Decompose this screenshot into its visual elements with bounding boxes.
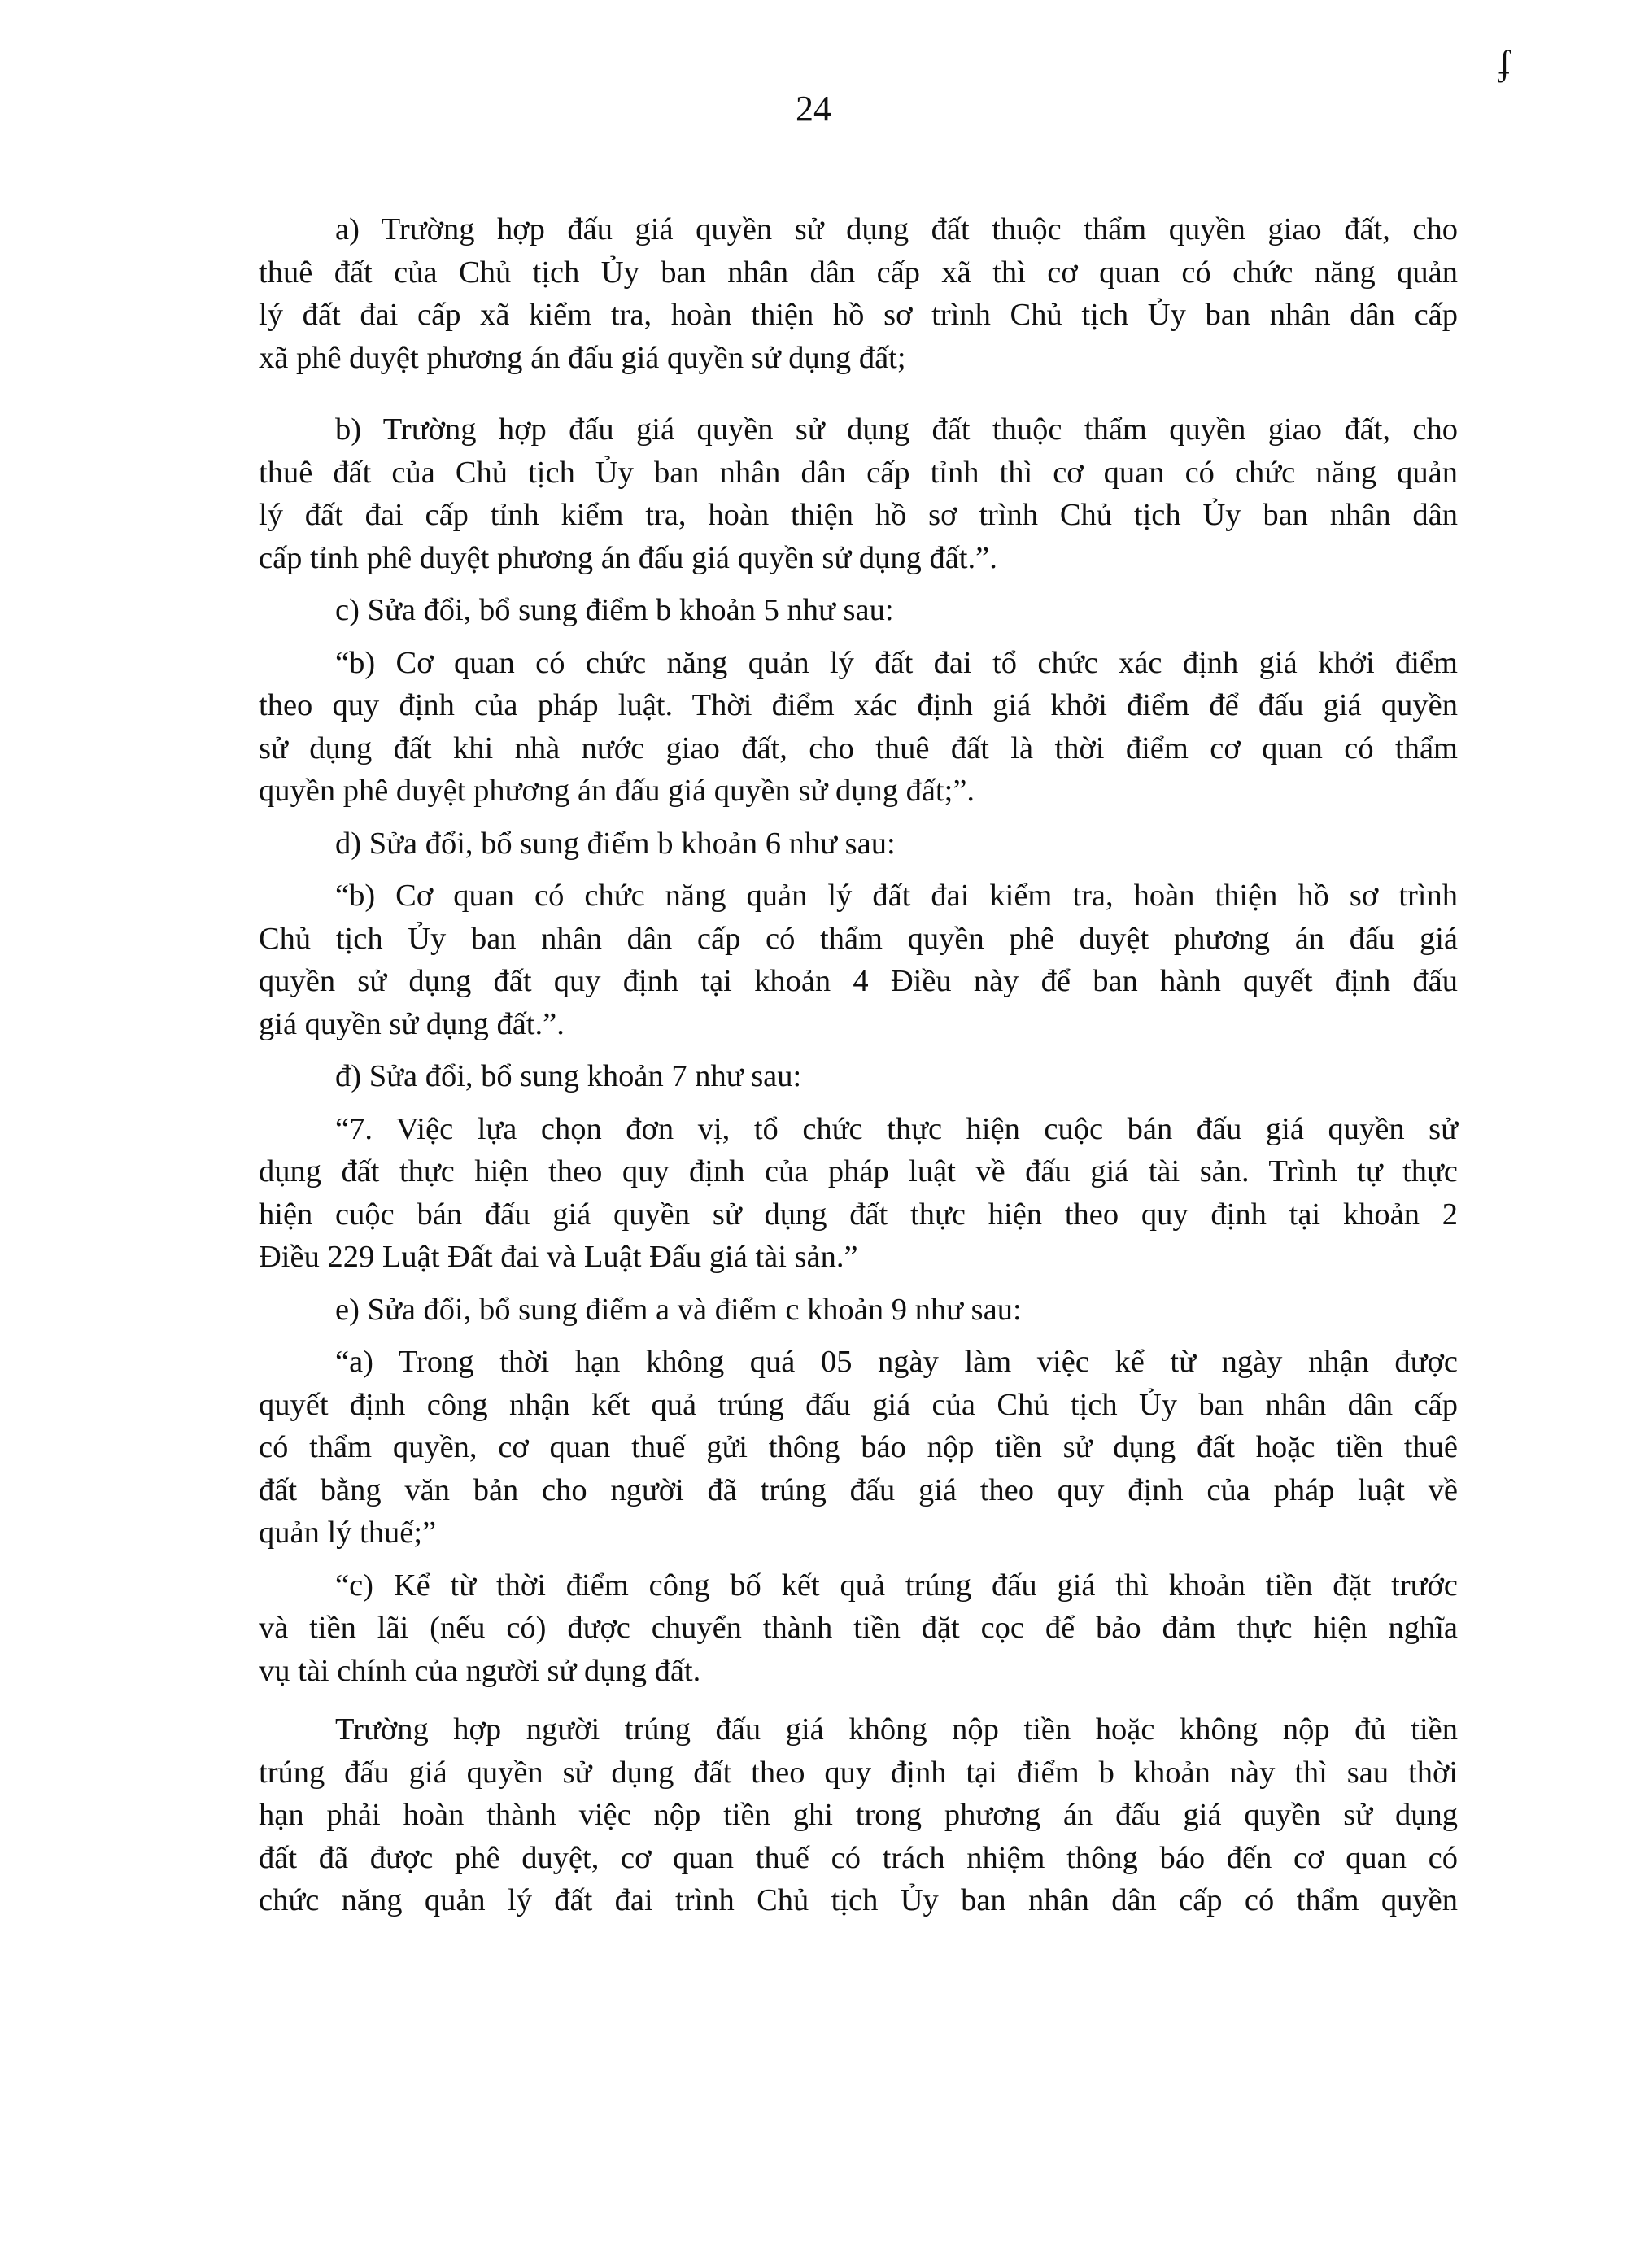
text-line: quyền phê duyệt phương án đấu giá quyền sử dụng đất;”. — [259, 774, 975, 808]
text-line: thuê đất của Chủ tịch Ủy ban nhân dân cấp xã thì cơ quan có chức năng quản — [259, 255, 1458, 290]
document-body — [259, 208, 1458, 1922]
paragraph — [259, 1289, 1458, 1332]
text-line: lý đất đai cấp xã kiểm tra, hoàn thiện hồ sơ trình Chủ tịch Ủy ban nhân dân cấp — [259, 298, 1458, 332]
text-line: a) Trường hợp đấu giá quyền sử dụng đất thuộc thẩm quyền giao đất, cho — [335, 212, 1458, 246]
text-line: c) Sửa đổi, bổ sung điểm b khoản 5 như sau: — [335, 593, 894, 627]
text-line: xã phê duyệt phương án đấu giá quyền sử dụng đất; — [259, 340, 906, 375]
text-line: sử dụng đất khi nhà nước giao đất, cho thuê đất là thời điểm cơ quan có thẩm — [259, 731, 1458, 765]
paragraph — [259, 1564, 1458, 1693]
text-line: Trường hợp người trúng đấu giá không nộp tiền hoặc không nộp đủ tiền — [335, 1712, 1458, 1747]
paragraph — [259, 589, 1458, 632]
text-line: đất đã được phê duyệt, cơ quan thuế có trách nhiệm thông báo đến cơ quan có — [259, 1840, 1458, 1875]
text-line: giá quyền sử dụng đất.”. — [259, 1006, 565, 1041]
paragraph — [259, 822, 1458, 866]
paragraph — [259, 208, 1458, 379]
text-line: hiện cuộc bán đấu giá quyền sử dụng đất thực hiện theo quy định tại khoản 2 — [259, 1197, 1458, 1232]
text-line: có thẩm quyền, cơ quan thuế gửi thông báo nộp tiền sử dụng đất hoặc tiền thuê — [259, 1430, 1458, 1464]
text-line: Điều 229 Luật Đất đai và Luật Đấu giá tài sản.” — [259, 1240, 858, 1274]
text-line: đ) Sửa đổi, bổ sung khoản 7 như sau: — [335, 1059, 802, 1093]
text-line: “b) Cơ quan có chức năng quản lý đất đai kiểm tra, hoàn thiện hồ sơ trình — [335, 879, 1458, 913]
paragraph — [259, 642, 1458, 813]
text-line: “b) Cơ quan có chức năng quản lý đất đai tổ chức xác định giá khởi điểm — [335, 645, 1458, 680]
paragraph — [259, 1341, 1458, 1555]
paragraph — [259, 1708, 1458, 1922]
text-line: quản lý thuế;” — [259, 1516, 437, 1550]
text-line: Chủ tịch Ủy ban nhân dân cấp có thẩm quyền phê duyệt phương án đấu giá — [259, 921, 1458, 956]
text-line: thuê đất của Chủ tịch Ủy ban nhân dân cấp tỉnh thì cơ quan có chức năng quản — [259, 455, 1458, 490]
paragraph — [259, 1055, 1458, 1098]
text-line: “c) Kể từ thời điểm công bố kết quả trúng đấu giá thì khoản tiền đặt trước — [335, 1568, 1458, 1603]
text-line: dụng đất thực hiện theo quy định của pháp luật về đấu giá tài sản. Trình tự thực — [259, 1154, 1458, 1189]
page-number: 24 — [796, 89, 831, 129]
text-line: lý đất đai cấp tỉnh kiểm tra, hoàn thiện hồ sơ trình Chủ tịch Ủy ban nhân dân — [259, 498, 1458, 532]
text-line: quyền sử dụng đất quy định tại khoản 4 Điều này để ban hành quyết định đấu — [259, 964, 1458, 998]
text-line: “7. Việc lựa chọn đơn vị, tổ chức thực hiện cuộc bán đấu giá quyền sử — [335, 1111, 1458, 1146]
paragraph — [259, 1108, 1458, 1279]
paragraph — [259, 408, 1458, 579]
text-line: e) Sửa đổi, bổ sung điểm a và điểm c khoản 9 như sau: — [335, 1292, 1022, 1327]
text-line: b) Trường hợp đấu giá quyền sử dụng đất thuộc thẩm quyền giao đất, cho — [335, 412, 1458, 447]
text-line: đất bằng văn bản cho người đã trúng đấu giá theo quy định của pháp luật về — [259, 1472, 1458, 1507]
text-line: hạn phải hoàn thành việc nộp tiền ghi trong phương án đấu giá quyền sử dụng — [259, 1798, 1458, 1832]
text-line: và tiền lãi (nếu có) được chuyển thành tiền đặt cọc để bảo đảm thực hiện nghĩa — [259, 1611, 1458, 1645]
text-line: quyết định công nhận kết quả trúng đấu giá của Chủ tịch Ủy ban nhân dân cấp — [259, 1387, 1458, 1422]
text-line: “a) Trong thời hạn không quá 05 ngày làm việc kể từ ngày nhận được — [335, 1345, 1458, 1379]
text-line: d) Sửa đổi, bổ sung điểm b khoản 6 như sau: — [335, 826, 896, 861]
text-line: vụ tài chính của người sử dụng đất. — [259, 1653, 701, 1688]
corner-mark: ʄ — [1498, 43, 1511, 83]
text-line: trúng đấu giá quyền sử dụng đất theo quy định tại điểm b khoản này thì sau thời — [259, 1755, 1458, 1790]
text-line: cấp tỉnh phê duyệt phương án đấu giá quyền sử dụng đất.”. — [259, 540, 997, 575]
text-line: theo quy định của pháp luật. Thời điểm xác định giá khởi điểm để đấu giá quyền — [259, 688, 1458, 722]
paragraph — [259, 874, 1458, 1045]
text-line: chức năng quản lý đất đai trình Chủ tịch Ủy ban nhân dân cấp có thẩm quyền — [259, 1883, 1458, 1917]
